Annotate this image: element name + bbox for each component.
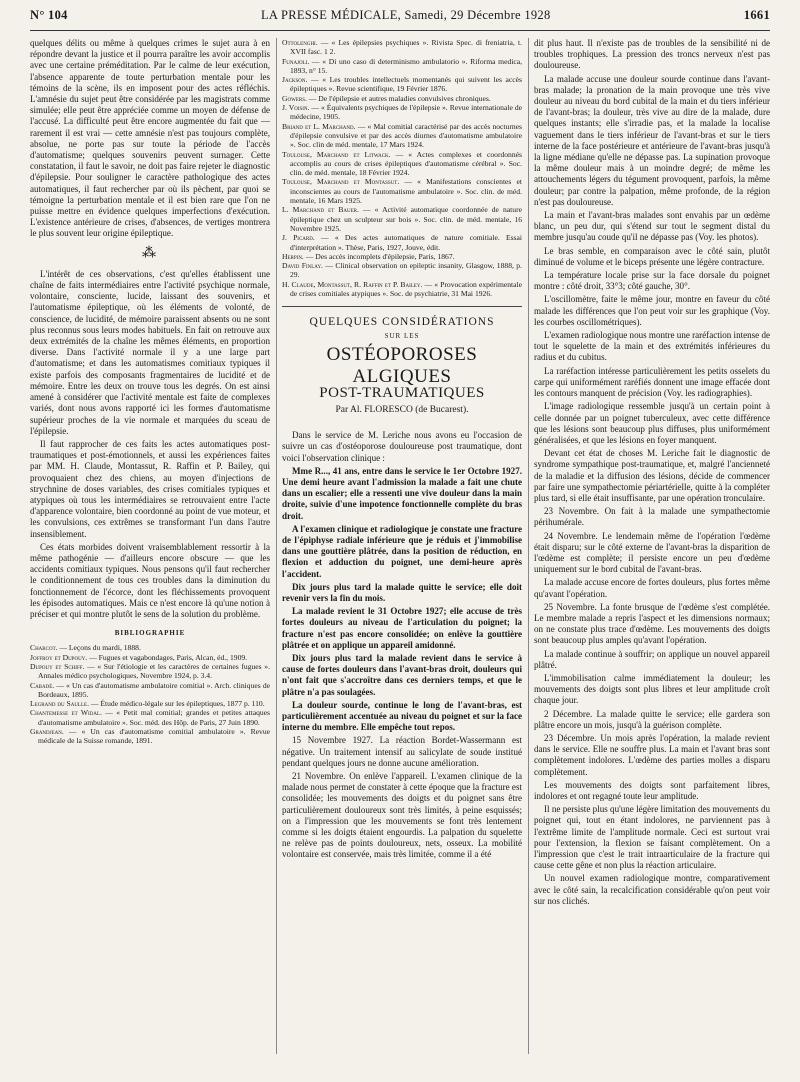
paragraph: Les mouvements des doigts sont parfaitement libres, indolores et ont regagné toute leur amplitude. — [534, 779, 770, 801]
paragraph: Un nouvel examen radiologique montre, comparativement avec le côté sain, la recalcification considérable qu'on peut voir sur nos clichés. — [534, 873, 770, 906]
column-1 — [30, 38, 270, 1054]
paragraph: L'examen radiologique nous montre une raréfaction intense de tout le squelette de la main et des extrémités inférieures du radius et du cubitus. — [534, 330, 770, 363]
bibliography-entry — [282, 75, 522, 94]
bibliography-entry — [282, 122, 522, 150]
bibliography-author: Dupouy et Schiff. — [30, 661, 85, 671]
bibliography-author: J. Picard. — [282, 233, 315, 243]
paragraph: Le bras semble, en comparaison avec le côté sain, plutôt diminué de volume et le biceps présente une légère contracture. — [534, 245, 770, 267]
bibliography-entry — [30, 643, 270, 652]
bibliography-entry — [30, 662, 270, 681]
bibliography-entry — [30, 653, 270, 662]
paragraph: dit plus haut. Il n'existe pas de troubles de la sensibilité ni de troubles trophiques. La pression des troncs nerveux n'est pas douloureuse. — [534, 38, 770, 71]
article-byline: Par Al. FLORESCO (de Bucarest). — [335, 404, 469, 415]
bibliography-entry — [282, 103, 522, 122]
section-stars: ⁂ — [142, 245, 158, 261]
bibliography-text: — « Provocation expérimentale de crises comitiales atypiques ». Soc. de psychiatrie, 31 Mai 1926. — [290, 279, 522, 299]
bibliography-text: — De l'épilepsie et autres maladies convulsives chroniques. — [306, 93, 491, 103]
bibliography-author: Joffroy et Dupouy. — [30, 652, 88, 662]
bibliography-text: — « Les épilepsies psychiques ». Rivista Spec. di freniatria, t. XVII fasc. 1 2. — [290, 38, 522, 57]
bibliography-entry — [282, 233, 522, 252]
bibliography-title: BIBLIOGRAPHIE — [114, 629, 186, 638]
bibliography-entry — [282, 205, 522, 233]
header-rule — [30, 30, 770, 31]
bibliography-entry — [282, 177, 522, 205]
paragraph: 23 Décembre. Un mois après l'opération, la malade revient dans le service. Elle ne souffre plus. La main et l'avant bras sont complètement indolores. L'œdème des parties molles a disparu complètement. — [534, 732, 770, 777]
article-title-top: QUELQUES CONSIDÉRATIONS — [309, 316, 495, 329]
bibliography-text: — « Équivalents psychiques de l'épilepsie ». Revue internationale de médecine, 1905. — [290, 103, 522, 122]
bibliography-author: L. Marchand et Bauer. — [282, 205, 359, 215]
bibliography-author: Gowers. — [282, 93, 307, 103]
bibliography-text: — Fugues et vagabondages, Paris, Alcan, éd., 1909. — [87, 652, 248, 662]
paragraph: La malade revient le 31 Octobre 1927; elle accuse de très fortes douleurs au niveau de l'articulation du poignet; la fracture n'est pas encore consolidée; on enlève la gouttière plâtrée et on applique un appareil amidonné. — [282, 606, 522, 650]
paragraph: La malade accuse encore de fortes douleurs, plus fortes même qu'avant l'opération. — [534, 577, 770, 599]
running-title: LA PRESSE MÉDICALE, Samedi, 29 Décembre 1928 — [260, 8, 551, 22]
bibliography-text: — Des accès incomplets d'épilepsie, Paris, 1867. — [303, 251, 455, 261]
paragraph: La malade continue à souffrir; on applique un nouvel appareil plâtré. — [534, 648, 770, 670]
paragraph: L'intérêt de ces observations, c'est qu'elles établissent une chaîne de faits intermédiaires entre l'activité psychique normale, volontaire, consciente, lucide, laissant des souvenirs, et l'automatisme épileptique, où les éléments de volonté, de conscience, de lucidité, de mémoire paraissent absents ou ne sont plus reconnus sous leurs modes habituels. En fait on retrouve aux deux extrémités de la chaîne les mêmes éléments, en proportion diverse. Dans l'activité normale il y a une large part d'automatisme; et dans les automatismes comitiaux typiques il existe parfois des composants fragmentaires de lucidité et de mémoire. Entre les deux on trouve tous les degrés. On est ainsi amené à considérer que l'activité mentale est faite de complexes variés, dont nous avons rapporté ici les formes d'automatisme supérieur proches de la vie normale et marquées du sceau de l'épilepsie. — [30, 268, 270, 436]
bibliography-text: — Clinical observation on epileptic insanity, Glasgow, 1888, p. 29. — [290, 261, 522, 280]
column-rule-2 — [528, 38, 529, 1054]
bibliography-author: Jackson. — [282, 75, 308, 85]
bibliography-author: Toulouse, Marchand et Montassut. — [282, 177, 400, 187]
bibliography-author: Grandjean. — [30, 727, 64, 737]
article-title-sub: POST-TRAUMATIQUES — [319, 384, 485, 401]
bibliography-entry — [282, 38, 522, 57]
bibliography-entry — [30, 708, 270, 727]
bibliography-entry — [282, 252, 522, 261]
bibliography-entry — [30, 699, 270, 708]
bibliography-text: — « Un cas d'automatisme ambulatoire comitial ». Arch. cliniques de Bordeaux, 1895. — [38, 680, 270, 699]
paragraph: 2 Décembre. La malade quitte le service; elle gardera son plâtre encore un mois, jusqu'à la guérison complète. — [534, 708, 770, 730]
bibliography-author: Cabadé. — [30, 680, 55, 690]
bibliography-author: David Finlay. — [282, 261, 323, 271]
paragraph: Il faut rapprocher de ces faits les actes automatiques post-traumatiques et post-émotionnels, et aussi les expériences faites par MM. H. Claude, Montassut, R. Raffin et P. Bailey, qui provoquaient chez des chiens, au moyen d'injections de strychnine de doses variables, des crises comitiales typiques et atypiques où tous les intermédiaires se retrouvaient entre l'acte d'apparence volontaire, bien coordonné au point de vue moteur, et les convulsions, ces extrêmes se transformant l'un dans l'autre insensiblement. — [30, 438, 270, 539]
article-separator — [282, 306, 522, 307]
paragraph: L'oscillomètre, faite le même jour, montre en faveur du côté malade les différences que l'on peut voir sur les graphique (Voy. les courbes oscillométriques). — [534, 294, 770, 327]
paragraph: A l'examen clinique et radiologique je constate une fracture de l'épiphyse radiale inférieure que je réduis et j'immobilise dans une gouttière plâtrée, dans la position de réduction, en flexion et adduction du poignet, une demi-heure après l'accident. — [282, 523, 522, 579]
bibliography-text: — « Les troubles intellectuels momentanés qui suivent les accès épileptiques ». Revue scientifique, 19 Février 1876. — [290, 75, 522, 94]
bibliography-text: — « Petit mal comitial; grandes et petites attaques d'automatisme ambulatoire ». Soc. méd. des Hôp. de Paris, 27 Juin 1890. — [38, 708, 270, 727]
paragraph: La malade accuse une douleur sourde continue dans l'avant-bras malade; la pronation de la main provoque une très vive douleur au niveau du bord cubital de la main et du tiers inférieur de l'avant-bras; la douleur, très vive au dire de la malade, dure quelques instants; elle s'irradie pas, et la malade la localise vaguement dans le tiers inférieur de l'avant-bras et sur le tiers interne de la face postérieure et antérieure de l'avant-bras jusqu'à la ligne médiane qu'elle ne dépasse pas. La supination provoque la même douleur mais à un moindre degré; de même les attouchements légers du tégument provoquent, parfois, la même douleur; par contre la palpation, même profonde, de la région n'est pas douloureuse. — [534, 73, 770, 207]
bibliography-text: — « Mal comitial caractérisé par des accès nocturnes d'épilepsie convulsive et par des accès diurnes d'automatisme ambulatoire ». Soc. clin de méd. mentale, 17 Mars 1924. — [290, 121, 522, 150]
bibliography-author: H. Claude, Montassut, R. Raffin et P. Bailey. — [282, 279, 423, 289]
paragraph: Il ne persiste plus qu'une légère limitation des mouvements du poignet qui, tout en étant indolores, ne parviennent pas à l'extrême limite de l'amplitude normale. Ceci est surtout vrai pour l'extension, la flexion se faisant complètement. On a l'impression que c'est le trait intraarticulaire de la fracture qui cause cette gêne et non plus la réaction articulaire. — [534, 804, 770, 871]
bibliography-author: Toulouse, Marchand et Litwack. — [282, 149, 391, 159]
column-3 — [534, 38, 770, 1054]
bibliography-author: Legrand du Saulle. — [30, 699, 89, 709]
page-folio: 1661 — [743, 8, 770, 22]
paragraph: La main et l'avant-bras malades sont envahis par un œdème blanc, un peu dur, qui s'étend sur tout le segment distal du membre jusqu'au coude qu'il ne dépasse pas (Voy. les photos). — [534, 210, 770, 243]
bibliography-text: — Étude médico-légale sur les épileptiques, 1877 p. 110. — [89, 699, 265, 709]
bibliography-entry — [282, 150, 522, 178]
bibliography-text: — Leçons du mardi, 1888. — [57, 643, 141, 653]
bibliography-text: — « Manifestations conscientes et inconscientes au cours de l'automatisme ambulatoire ». Soc. clin. de méd. mentale, 16 Mars 1925. — [290, 177, 522, 206]
paragraph: La température locale prise sur la face dorsale du poignet montre : côté droit, 33°3; côté gauche, 30°. — [534, 270, 770, 292]
paragraph: Mme R..., 41 ans, entre dans le service le 1er Octobre 1927. Une demi heure avant l'admission la malade a fait une chute dans un escalier; elle a ressenti une vive douleur dans la main droite, suivie d'une impotence fonctionnelle complète du bras droit. — [282, 465, 522, 521]
paragraph: 15 Novembre 1927. La réaction Bordet-Wassermann est négative. Un traitement intensif au salicylate de soude institué pendant quelques jours ne donne aucune amélioration. — [282, 735, 522, 768]
bibliography-entry — [282, 280, 522, 299]
article-title-main: OSTÉOPOROSES ALGIQUES — [326, 343, 478, 387]
issue-number: N° 104 — [30, 8, 68, 22]
bibliography-author: Funajoli. — [282, 56, 310, 66]
bibliography-list-continued — [282, 38, 522, 298]
bibliography-text: — « Actes complexes et coordonnés accomplis au cours de crises épileptiques d'automatisme cérébral ». Soc. clin. de méd. mentale, 18 Février 1924. — [290, 149, 522, 178]
bibliography-text: — « Des actes automatiques de nature comitiale. Essai d'interprétation ». Thèse, Paris, 1927, Jouve, édit. — [290, 233, 522, 252]
column-2 — [282, 38, 522, 1054]
paragraph: La douleur sourde, continue le long de l'avant-bras, est particulièrement accentuée au niveau du poignet et sur la face interne du membre. Elle empêche tout repos. — [282, 699, 522, 733]
bibliography-author: J. Voisin. — [282, 103, 310, 113]
bibliography-text: — « Sur l'étiologie et les caractères de certaines fugues ». Annales médico psychologiques, Novembre 1924, p. 3.4. — [38, 661, 270, 681]
bibliography-entry — [282, 94, 522, 103]
paragraph: L'image radiologique ressemble jusqu'à un certain point à celle donnée par un poignet tuberculeux, avec cette différence que les lésions sont beaucoup plus diffuses, plus uniformément généralisées, et que les lésions en foyer manquent. — [534, 401, 770, 445]
bibliography-entry — [282, 261, 522, 280]
paragraph: 25 Novembre. La fonte brusque de l'œdème s'est complétée. Le membre malade a repris l'aspect et les dimensions normaux; on ne constate plus trace d'œdème. Les mouvements des doigts sont beaucoup plus amples qu'avant l'opération. — [534, 601, 770, 646]
paragraph: Dix jours plus tard la malade quitte le service; elle doit revenir vers la fin du mois. — [282, 581, 522, 603]
bibliography-entry — [282, 57, 522, 76]
bibliography-text: — « Activité automatique coordonnée de nature épileptique chez un sculpteur sur bois ». Soc. clin. de méd. mentale, 16 Novembre 1925. — [290, 205, 522, 233]
paragraph: Devant cet état de choses M. Leriche fait le diagnostic de syndrome sympathique post-traumatique, et, malgré l'ancienneté de la maladie et la diffusion des lésions, décide de commencer par faire une sympathectomie périartérielle, quitte à la compléter plus tard, si elle était insuffisante, par une opération tronculaire. — [534, 448, 770, 503]
bibliography-author: Herpin. — [282, 251, 304, 261]
bibliography-text: — « Un cas d'automatisme comitial ambulatoire ». Revue médicale de la Suisse romande, 1891. — [38, 727, 270, 746]
paragraph: 21 Novembre. On enlève l'appareil. L'examen clinique de la malade nous permet de constater à cette époque que la fracture est consolidée; les mouvements des doigts et du poignet sans être particulièrement douloureux sont très limités, à peine esquissés; on a l'impression que les mouvements se font très lentement comme si les doigts étaient engourdis. La palpation du squelette ne relève pas de points douloureux, nets, osseux. La mobilité volontaire est conservée, mais très limitée, comme il a été — [282, 771, 522, 860]
bibliography-author: Ottolenghi. — [282, 38, 318, 47]
bibliography-list — [30, 643, 270, 745]
bibliography-author: Charcot. — [30, 643, 58, 653]
paragraph: 23 Novembre. On fait à la malade une sympathectomie périhumérale. — [534, 506, 770, 528]
paragraph: Ces états morbides doivent vraisemblablement ressortir à la même pathogénie — d'ailleurs encore obscure — que les accidents comitiaux typiques. Nous pensons qu'il faut rechercher le conditionnement de tous ces troubles dans la diminution du fonctionnement de l'écorce, dont les fléchissements provoquent les épisodes automatiques. Mais ce n'est encore là qu'une notion à préciser et qui montre plutôt le sens de la solution du problème. — [30, 541, 270, 619]
article-title-sur: SUR LES — [384, 331, 420, 340]
paragraph: quelques délits ou même à quelques crimes le sujet aura à en répondre devant la justice et il pourra paraître les avoir accomplis avec une certaine préméditation. Par le calme de leur exécution, l'absence apparente de toute perturbation mentale pour les témoins de la scène, ils en imposent pour des actes réfléchis. L'amnésie du sujet peut être considérée par les magistrats comme simulée; elle peut être appréciée comme un moyen de défense de l'accusé. La difficulté peut être encore augmentée du fait que — rarement il est vrai — cette amnésie n'est pas toujours complète, absolue, ne porte pas sur toute la période de l'accès d'automatisme; quelques souvenirs peuvent surnager. Cette constatation, il faut le savoir, ne doit pas faire rejeter le diagnostic d'épilepsie. Pour souligner le caractère pathologique des actes automatiques, il faut rechercher par où ils pèchent, par quoi se témoigne la perturbation mentale et il est bien rare que l'on ne puisse mettre en évidence quelques imperfections d'exécution. L'existence antérieure de crises, d'absences, de vertiges montrera le plus souvent leur origine épileptique. — [30, 38, 270, 239]
paragraph: Dans le service de M. Leriche nous avons eu l'occasion de suivre un cas d'ostéoporose douloureuse post traumatique, dont voici l'observation clinique : — [282, 430, 522, 463]
bibliography-author: Chantemesse et Widal. — [30, 708, 102, 718]
bibliography-entry — [30, 681, 270, 700]
paragraph: L'immobilisation calme immédiatement la douleur; les mouvements des doigts sont plus libres et leur amplitude croît chaque jour. — [534, 672, 770, 706]
paragraph: Dix jours plus tard la malade revient dans le service à cause de fortes douleurs dans l'avant-bras droit, douleurs qui n'ont fait que s'accroître dans ces derniers temps, et que le plâtre n'a pas soulagées. — [282, 652, 522, 697]
bibliography-entry — [30, 727, 270, 746]
paragraph: La raréfaction intéresse particulièrement les petits osselets du carpe qui uniformément raréfiés donnent une image effacée dont les contours manquent de précision (Voy. les radiographies). — [534, 365, 770, 399]
paragraph: 24 Novembre. Le lendemain même de l'opération l'œdème était disparu; sur le côté externe de l'avant-bras la disparition de l'œdème est complète; il persiste encore un peu d'œdème uniquement sur le bord cubital de l'avant-bras. — [534, 530, 770, 575]
running-header — [30, 8, 770, 28]
column-rule-1 — [276, 38, 277, 1054]
bibliography-author: Briand et L. Marchand. — [282, 121, 356, 131]
bibliography-text: — « Di uno caso di determinismo ambulatorio ». Riforma medica, 1893, n° 15. — [290, 56, 522, 75]
